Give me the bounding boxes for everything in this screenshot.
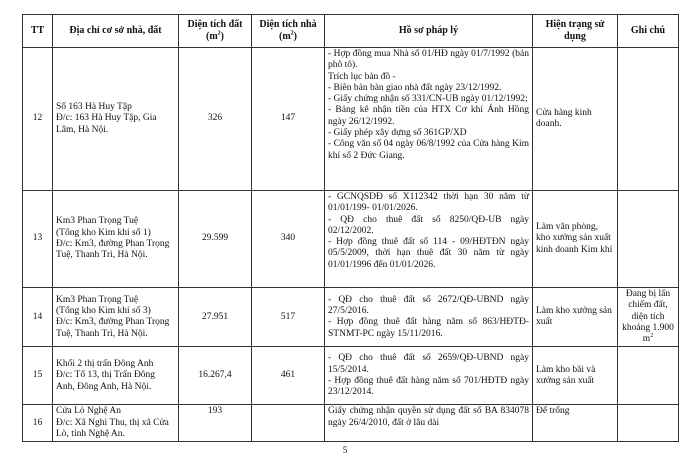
address-line: (Tổng kho Kim khí số 3) xyxy=(56,305,151,316)
cell-status: Cửa hàng kinh doanh. xyxy=(533,48,618,191)
cell-house-area: 147 xyxy=(252,48,325,191)
cell-land-area: 193 xyxy=(179,405,252,442)
legal-line: - GCNQSDĐ số X112342 thời hạn 30 năm từ 01/01/199- 01/01/2026. xyxy=(328,192,529,214)
legal-line: - QĐ cho thuê đất số 2672/QĐ-UBND ngày 27/5/2016. xyxy=(328,294,529,316)
cell-house-area: 340 xyxy=(252,191,325,288)
legal-line: - Bảng kê nhận tiền của HTX Cơ khí Ánh Hồng ngày 26/12/1992. xyxy=(328,105,529,127)
cell-legal xyxy=(325,191,533,288)
cell-house-area: 461 xyxy=(252,347,325,405)
cell-tt: 13 xyxy=(23,191,53,288)
address-line: Km3 Phan Trọng Tuệ xyxy=(56,294,139,305)
property-table xyxy=(22,14,679,442)
legal-line: - Hợp đồng thuê đất hàng năm số 863/HĐTĐ-STNMT-PC ngày 15/11/2016. xyxy=(328,317,529,339)
legal-line: - Hợp đồng thuê đất hàng năm số 701/HĐTĐ ngày 23/12/2014. xyxy=(328,375,529,398)
header-house-sup: 2 xyxy=(290,30,294,37)
legal-line: - Công văn số 04 ngày 06/8/1992 của Cửa hàng Kim khí số 2 Đức Giang. xyxy=(328,139,529,161)
cell-tt: 14 xyxy=(23,288,53,347)
header-land-sup: 2 xyxy=(217,30,221,37)
address-line: Đ/c: 163 Hà Huy Tập, Gia Lâm, Hà Nội. xyxy=(56,113,157,135)
address-line: Đ/c: Km3, đường Phan Trọng Tuệ, Thanh Trì, Hà Nội. xyxy=(56,239,170,261)
header-land-unit: (m xyxy=(205,31,218,42)
legal-line: - Hợp đồng thuê đất số 114 - 09/HĐTĐN ngày 05/5/2009, thời hạn thuê đất 30 năm từ ngày 01/01/1996 đến 01/01/2026. xyxy=(328,237,529,270)
header-address: Địa chỉ cơ sở nhà, đất xyxy=(53,15,179,48)
cell-house-area xyxy=(252,405,325,442)
legal-line: - Giấy chứng nhận số 331/CN-UB ngày 01/12/1992; xyxy=(328,94,528,105)
cell-address xyxy=(53,347,179,405)
cell-note xyxy=(618,48,679,191)
cell-tt: 15 xyxy=(23,347,53,405)
cell-legal xyxy=(325,347,533,405)
cell-status: Để trống xyxy=(533,405,618,442)
cell-tt: 12 xyxy=(23,48,53,191)
header-house-area xyxy=(252,15,325,48)
cell-note xyxy=(618,347,679,405)
table-row-16 xyxy=(23,405,679,442)
cell-address xyxy=(53,405,179,442)
cell-legal xyxy=(325,405,533,442)
address-line: Cửa Lò Nghệ An xyxy=(56,406,122,417)
cell-legal xyxy=(325,288,533,347)
cell-land-area: 27.951 xyxy=(179,288,252,347)
cell-house-area: 517 xyxy=(252,288,325,347)
legal-line: Giấy chứng nhận quyền sử dụng đất số BA 834078 ngày 26/4/2010, đất ở lâu dài xyxy=(328,406,529,428)
legal-line: - Biên bản bàn giao nhà đất ngày 23/12/1992. xyxy=(328,82,502,93)
cell-address xyxy=(53,48,179,191)
address-line: Km3 Phan Trọng Tuệ xyxy=(56,216,139,227)
cell-status: Làm kho bãi và xưởng sản xuất xyxy=(533,347,618,405)
cell-legal xyxy=(325,48,533,191)
legal-line: Trích lục bản đồ - xyxy=(328,71,396,82)
header-status: Hiện trạng sử dụng xyxy=(533,15,618,48)
cell-land-area: 29.599 xyxy=(179,191,252,288)
address-line: Đ/c: Km3, đường Phan Trọng Tuệ, Thanh Trì, Hà Nội. xyxy=(56,317,170,339)
cell-note xyxy=(618,288,679,347)
cell-address xyxy=(53,191,179,288)
header-land-area xyxy=(179,15,252,48)
cell-note xyxy=(618,191,679,288)
header-legal: Hồ sơ pháp lý xyxy=(325,15,533,48)
table-row-13 xyxy=(23,191,679,288)
legal-line: - Giấy phép xây dựng số 361GP/XD xyxy=(328,128,467,139)
header-house-unit: (m xyxy=(278,31,291,42)
table-row-14 xyxy=(23,288,679,347)
legal-line: - QĐ cho thuê đất số 8250/QĐ-UB ngày 02/12/2002. xyxy=(328,214,529,236)
address-line: Đ/c: Xã Nghi Thu, thị xã Cửa Lò, tỉnh Nghệ An. xyxy=(56,417,169,440)
cell-land-area: 326 xyxy=(179,48,252,191)
note-sup: 2 xyxy=(650,333,654,340)
header-notes: Ghi chú xyxy=(618,15,679,48)
cell-land-area: 16.267,4 xyxy=(179,347,252,405)
header-row xyxy=(23,15,679,48)
page-number: 5 xyxy=(342,445,348,455)
note-text: Đang bị lấn chiếm đất, diện tích khoảng 1.900 m xyxy=(622,289,674,345)
cell-status: Làm kho xưởng sản xuất xyxy=(533,288,618,347)
address-line: Số 163 Hà Huy Tập xyxy=(56,102,132,113)
cell-note xyxy=(618,405,679,442)
table-row-12 xyxy=(23,48,679,191)
cell-tt: 16 xyxy=(23,405,53,442)
table-row-15 xyxy=(23,347,679,405)
cell-status: Làm văn phòng, kho xưởng sản xuất kinh doanh Kim khí xyxy=(533,191,618,288)
address-line: (Tổng kho Kim khí số 1) xyxy=(56,227,151,238)
legal-line: - QĐ cho thuê đất số 2659/QĐ-UBND ngày 15/5/2014. xyxy=(328,353,529,375)
header-land-label: Diện tích đất xyxy=(187,19,243,30)
legal-line: - Hợp đồng mua Nhà số 01/HĐ ngày 01/7/1992 (bản phô tô). xyxy=(328,49,529,71)
address-line: Đ/c: Tổ 13, thị Trấn Đông Anh, Đông Anh, Hà Nội. xyxy=(56,370,156,392)
header-tt: TT xyxy=(23,15,53,48)
address-line: Khối 2 thị trấn Đông Anh xyxy=(56,359,154,370)
header-house-close: ) xyxy=(293,31,297,42)
header-land-close: ) xyxy=(220,31,224,42)
header-house-label: Diện tích nhà xyxy=(259,19,317,30)
cell-address xyxy=(53,288,179,347)
